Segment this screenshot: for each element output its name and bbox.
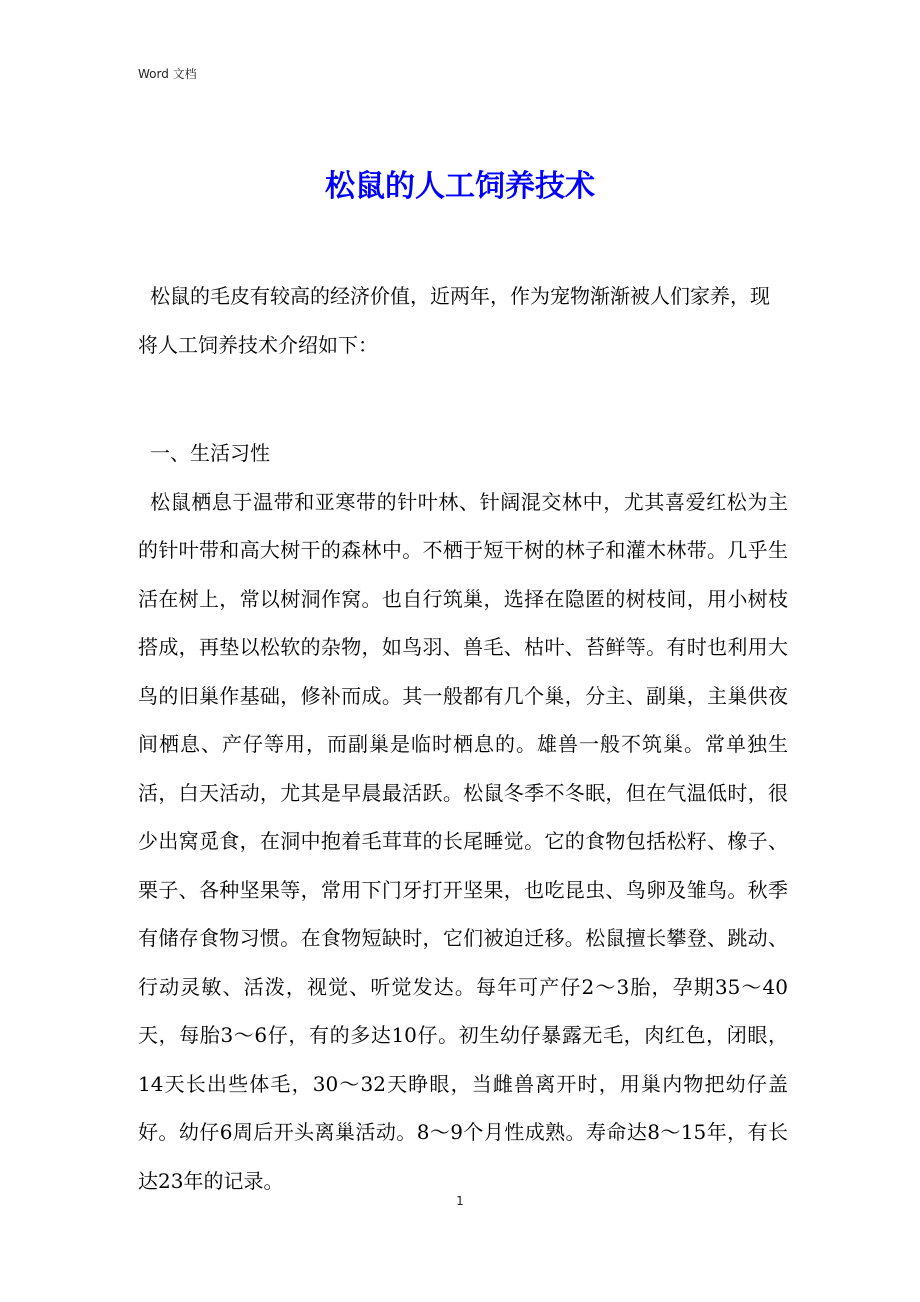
section-heading: 一、生活习性 (150, 441, 270, 465)
paragraph-spacer (138, 369, 788, 429)
page-number: 1 (456, 1194, 464, 1208)
page-header: Word 文档 (138, 67, 197, 81)
document-body (138, 272, 788, 1205)
intro-paragraph: 松鼠的毛皮有较高的经济价值，近两年，作为宠物渐渐被人们家养，现将人工饲养技术介绍如下： (138, 284, 770, 357)
document-title: 松鼠的人工饲养技术 (325, 169, 595, 205)
section-paragraph: 松鼠栖息于温带和亚寒带的针叶林、针阔混交林中，尤其喜爱红松为主的针叶带和高大树干的森林中。不栖于短干树的林子和灌木林带。几乎生活在树上，常以树洞作窝。也自行筑巢，选择在隐匿的树枝间，用小树枝搭成，再垫以松软的杂物，如鸟羽、兽毛、枯叶、苔鲜等。有时也利用大鸟的旧巢作基础，修补而成。其一般都有几个巢，分主、副巢，主巢供夜间栖息、产仔等用，而副巢是临时栖息的。雄兽一般不筑巢。常单独生活，白天活动，尤其是早晨最活跃。松鼠冬季不冬眠，但在气温低时，很少出窝觅食，在洞中抱着毛茸茸的长尾睡觉。它的食物包括松籽、橡子、栗子、各种坚果等，常用下门牙打开坚果，也吃昆虫、鸟卵及雏鸟。秋季有储存食物习惯。在食物短缺时，它们被迫迁移。松鼠擅长攀登、跳动、行动灵敏、活泼，视觉、听觉发达。每年可产仔2～3胎，孕期35～40天，每胎3～6仔，有的多达10仔。初生幼仔暴露无毛，肉红色，闭眼，14天长出些体毛，30～32天睁眼，当雌兽离开时，用巢内物把幼仔盖好。幼仔6周后开头离巢活动。8～9个月性成熟。寿命达8～15年，有长达23年的记录。 (138, 489, 788, 1193)
